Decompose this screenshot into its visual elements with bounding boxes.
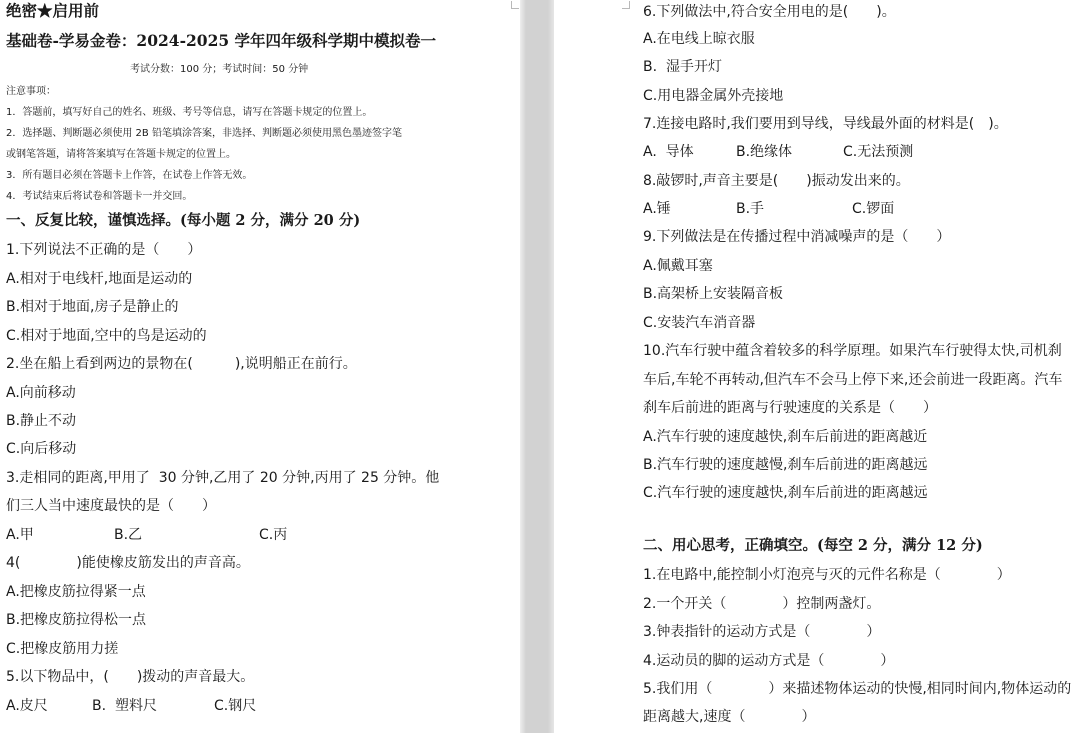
question-10-cont: 刹车后前进的距离与行驶速度的关系是（ ）	[643, 400, 937, 416]
notice-item: 1．答题前，填写好自己的姓名、班级、考号等信息，请写在答题卡规定的位置上。	[6, 107, 373, 118]
option: A.皮尺	[6, 698, 48, 714]
option: C.向后移动	[6, 441, 77, 457]
question-3-cont: 们三人当中速度最快的是（ ）	[6, 498, 216, 514]
option: C.安装汽车消音器	[643, 315, 756, 331]
notice-title: 注意事项：	[6, 86, 56, 97]
question-10: 10.汽车行驶中蕴含着较多的科学原理。如果汽车行驶得太快,司机刹	[643, 343, 1062, 359]
option: A. 导体	[643, 144, 694, 160]
question-3: 3.走相同的距离,甲用了 30 分钟,乙用了 20 分钟,丙用了 25 分钟。他	[6, 470, 440, 486]
confidential-header: 绝密★启用前	[6, 1, 100, 20]
option: B. 湿手开灯	[643, 59, 722, 75]
notice-item: 3．所有题目必须在答题卡上作答，在试卷上作答无效。	[6, 170, 253, 181]
question-2: 2.坐在船上看到两边的景物在( ),说明船正在前行。	[6, 356, 357, 372]
option: C.丙	[259, 527, 288, 543]
fill-question-cont: 距离越大,速度（ ）	[643, 709, 816, 725]
option: B.高架桥上安装隔音板	[643, 286, 784, 302]
page-corner-mark	[622, 1, 630, 9]
option: C.用电器金属外壳接地	[643, 88, 784, 104]
option: A.相对于电线杆,地面是运动的	[6, 271, 193, 287]
gutter-edge	[520, 0, 526, 733]
exam-page-left	[0, 0, 520, 733]
option: A.汽车行驶的速度越快,刹车后前进的距离越近	[643, 429, 928, 445]
notice-item: 4．考试结束后将试卷和答题卡一并交回。	[6, 191, 193, 202]
page-gutter	[520, 0, 554, 733]
question-7: 7.连接电路时,我们要用到导线，导线最外面的材料是( )。	[643, 116, 1008, 132]
option: B.静止不动	[6, 413, 77, 429]
question-10-cont: 车后,车轮不再转动,但汽车不会马上停下来,还会前进一段距离。汽车	[643, 372, 1063, 388]
option: C.汽车行驶的速度越快,刹车后前进的距离越远	[643, 485, 928, 501]
option: B. 塑料尺	[92, 698, 157, 714]
option: A.在电线上晾衣服	[643, 31, 755, 47]
fill-question: 4.运动员的脚的运动方式是（ ）	[643, 653, 895, 669]
option: A.佩戴耳塞	[643, 258, 713, 274]
option: C.把橡皮筋用力搓	[6, 641, 119, 657]
question-1: 1.下列说法不正确的是（ ）	[6, 242, 202, 258]
option: B.把橡皮筋拉得松一点	[6, 612, 147, 628]
page-corner-mark	[511, 1, 519, 9]
section-heading-fill: 二、用心思考，正确填空。(每空 2 分，满分 12 分)	[643, 537, 983, 554]
section-heading-choice: 一、反复比较，谨慎选择。(每小题 2 分，满分 20 分)	[6, 212, 361, 229]
option: C.无法预测	[843, 144, 914, 160]
fill-question: 5.我们用（ ）来描述物体运动的快慢,相同时间内,物体运动的	[643, 681, 1072, 697]
question-6: 6.下列做法中,符合安全用电的是( )。	[643, 4, 896, 20]
notice-item: 或钢笔答题，请将答案填写在答题卡规定的位置上。	[6, 149, 236, 160]
exam-title: 基础卷-学易金卷：2024-2025 学年四年级科学期中模拟卷一	[6, 31, 437, 50]
fill-question: 3.钟表指针的运动方式是（ ）	[643, 624, 881, 640]
option: B.相对于地面,房子是静止的	[6, 299, 179, 315]
option: A.锤	[643, 201, 671, 217]
notice-item: 2．选择题、判断题必须使用 2B 铅笔填涂答案，非选择、判断题必须使用黑色墨迹签字笔	[6, 128, 402, 139]
fill-question: 2.一个开关（ ）控制两盏灯。	[643, 596, 881, 612]
question-9: 9.下列做法是在传播过程中消减噪声的是（ ）	[643, 229, 951, 245]
option: C.锣面	[852, 201, 895, 217]
option: B.手	[736, 201, 765, 217]
fill-question: 1.在电路中,能控制小灯泡亮与灭的元件名称是（ ）	[643, 567, 1011, 583]
option: B.绝缘体	[736, 144, 793, 160]
question-8: 8.敲锣时,声音主要是( )振动发出来的。	[643, 173, 910, 189]
option: B.汽车行驶的速度越慢,刹车后前进的距离越远	[643, 457, 928, 473]
option: A.向前移动	[6, 385, 76, 401]
option: C.钢尺	[214, 698, 257, 714]
option: A.把橡皮筋拉得紧一点	[6, 584, 146, 600]
option: C.相对于地面,空中的鸟是运动的	[6, 328, 207, 344]
option: A.甲	[6, 527, 34, 543]
question-5: 5.以下物品中，( )拨动的声音最大。	[6, 669, 255, 685]
question-4: 4( )能使橡皮筋发出的声音高。	[6, 555, 250, 571]
exam-page-right	[554, 0, 1080, 733]
option: B.乙	[114, 527, 143, 543]
exam-info: 考试分数：100 分；考试时间：50 分钟	[130, 64, 309, 75]
